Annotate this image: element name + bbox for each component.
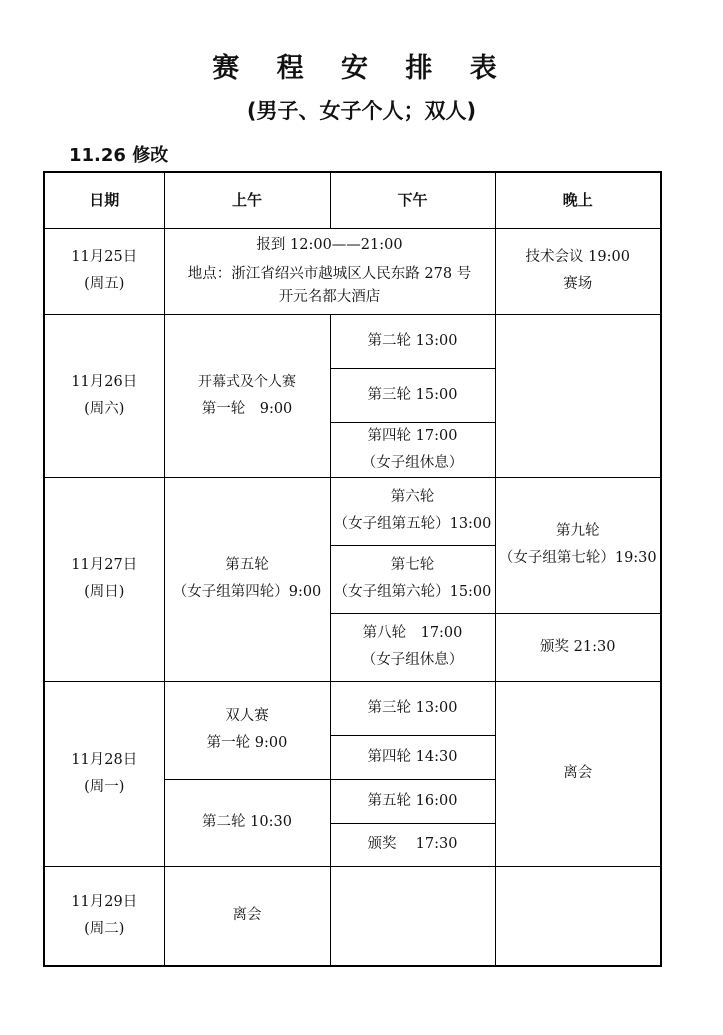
date-cell [44, 228, 164, 314]
date-cell [44, 477, 164, 681]
date-cell [44, 314, 164, 477]
morning-line1: 离会 [232, 907, 262, 924]
afternoon-line2: （女子组休息） [361, 652, 464, 668]
document-subtitle: (男子、女子个人；双人) [246, 99, 477, 123]
afternoon-line2: （女子组休息） [361, 454, 464, 471]
afternoon-line1: 第四轮 17:00 [367, 427, 458, 444]
evening-line1: 颁奖 21:30 [540, 638, 616, 655]
morning-line1: 第五轮 [225, 557, 269, 573]
afternoon-line1: 第六轮 [390, 489, 435, 505]
afternoon-line1: 第二轮 13:00 [367, 332, 458, 349]
afternoon-line1: 第四轮 14:30 [367, 748, 458, 765]
afternoon-cell [330, 735, 495, 779]
afternoon-line2: （女子组第五轮）13:00 [333, 516, 492, 532]
evening-cell [495, 314, 661, 477]
morning-line1: 第二轮 10:30 [202, 814, 292, 830]
evening-line1: 第九轮 [556, 523, 600, 539]
morning-line1: 开幕式及个人赛 [198, 373, 296, 390]
afternoon-cell [330, 823, 495, 866]
evening-cell [495, 866, 661, 966]
morning-line1: 双人赛 [225, 708, 269, 724]
revision-note: 11.26 修改 [69, 145, 169, 166]
date-text: 11月28日 [71, 751, 138, 768]
morning-cell [164, 477, 330, 681]
header-morning: 上午 [164, 172, 330, 228]
date-text: 11月26日 [71, 373, 138, 390]
evening-line1: 离会 [563, 765, 593, 781]
document-title: 赛 程 安 排 表 [212, 53, 511, 84]
evening-line2: （女子组第七轮）19:30 [498, 550, 657, 566]
date-text: 11月25日 [71, 249, 138, 265]
date-text: 11月29日 [71, 893, 138, 910]
afternoon-line1: 第八轮 17:00 [362, 625, 463, 641]
weekday-text: (周五) [84, 276, 125, 292]
morning-line2: 第一轮 9:00 [201, 400, 293, 417]
morning-line2: 第一轮 9:00 [206, 735, 288, 751]
header-date: 日期 [44, 172, 164, 228]
afternoon-cell [330, 314, 495, 368]
morning-line2: （女子组第四轮）9:00 [172, 584, 322, 600]
afternoon-cell [330, 681, 495, 735]
afternoon-line1: 颁奖 17:30 [367, 836, 458, 852]
weekday-text: (周日) [84, 584, 125, 600]
afternoon-line1: 第七轮 [390, 557, 435, 573]
afternoon-line2: （女子组第六轮）15:00 [333, 584, 492, 600]
evening-cell [495, 477, 661, 613]
evening-cell [495, 228, 661, 314]
header-row [44, 172, 661, 228]
afternoon-cell [330, 866, 495, 966]
afternoon-line1: 第三轮 15:00 [367, 386, 458, 403]
weekday-text: (周二) [84, 920, 125, 937]
table-row [44, 681, 661, 735]
header-evening: 晚上 [495, 172, 661, 228]
header-afternoon: 下午 [330, 172, 495, 228]
date-cell [44, 866, 164, 966]
evening-line2: 赛场 [563, 276, 593, 292]
afternoon-cell [330, 477, 495, 545]
evening-cell [495, 613, 661, 681]
afternoon-cell [330, 368, 495, 422]
morning-cell [164, 866, 330, 966]
afternoon-line1: 第五轮 16:00 [367, 792, 458, 809]
schedule-table [43, 171, 662, 967]
afternoon-cell [330, 613, 495, 681]
table-row [44, 477, 661, 545]
evening-cell [495, 681, 661, 866]
morning-cell [164, 681, 330, 779]
registration-cell [164, 228, 495, 314]
evening-line1: 技术会议 19:00 [525, 249, 630, 265]
morning-cell [164, 779, 330, 866]
table-row [44, 314, 661, 368]
afternoon-cell [330, 422, 495, 477]
registration-time: 报到 12:00——21:00 [256, 236, 403, 253]
date-text: 11月27日 [71, 557, 138, 573]
afternoon-cell [330, 779, 495, 823]
weekday-text: (周一) [84, 778, 125, 795]
afternoon-line1: 第三轮 13:00 [367, 699, 458, 716]
table-row [44, 866, 661, 966]
morning-cell [164, 314, 330, 477]
date-cell [44, 681, 164, 866]
afternoon-cell [330, 545, 495, 613]
registration-hotel: 开元名都大酒店 [278, 288, 381, 305]
registration-location: 地点：浙江省绍兴市越城区人民东路 278 号 [187, 265, 472, 282]
weekday-text: (周六) [84, 400, 125, 417]
table-row [44, 228, 661, 314]
